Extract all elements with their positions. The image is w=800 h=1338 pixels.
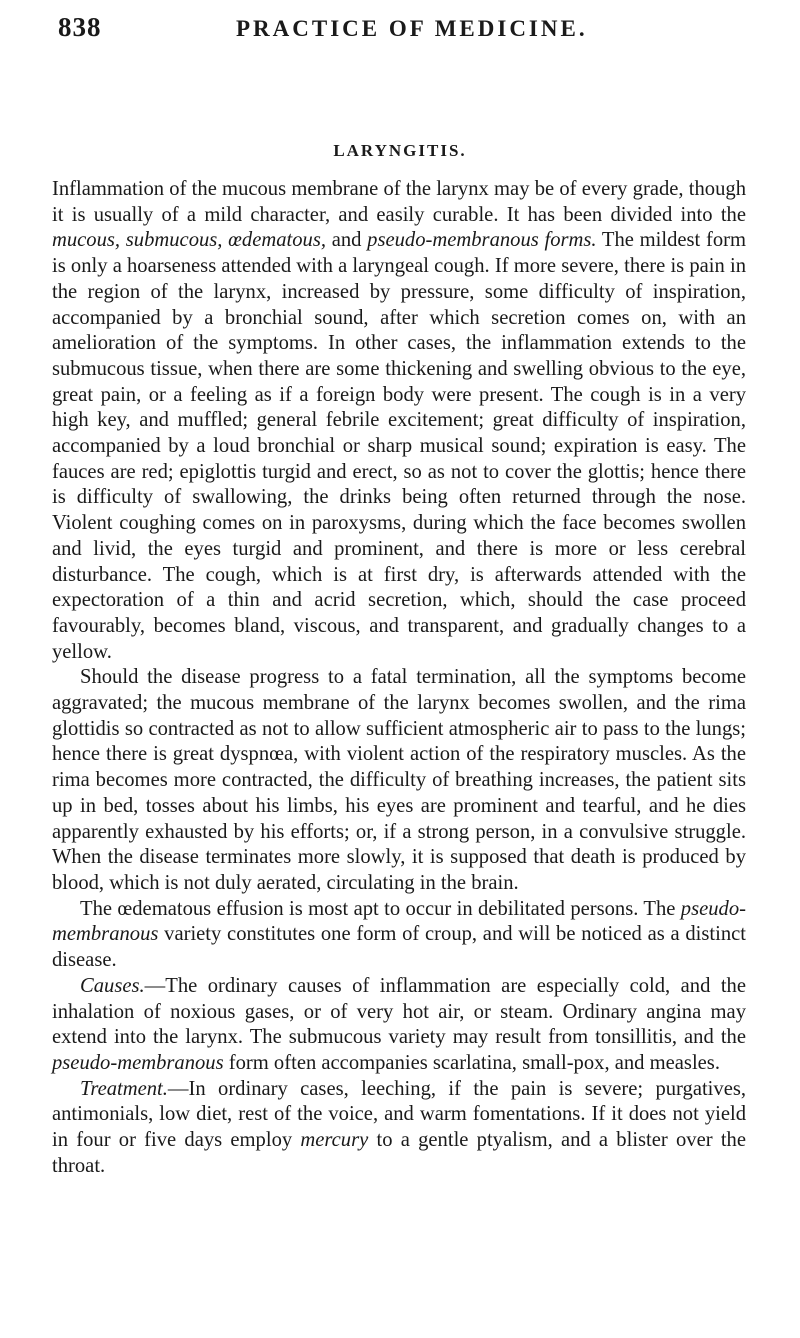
italic-run: mercury xyxy=(300,1129,369,1152)
italic-run: Treatment. xyxy=(80,1077,168,1100)
italic-run: Causes. xyxy=(80,974,145,997)
text-run: and xyxy=(326,229,368,252)
paragraph-treatment xyxy=(52,1077,746,1180)
text-run: form often accompanies scarlatina, small-pox, and measles. xyxy=(223,1051,720,1074)
italic-run: mucous, submucous, œdematous, xyxy=(52,229,326,252)
page-header xyxy=(58,12,758,52)
italic-run: pseudo-membranous xyxy=(52,897,746,946)
text-run: The mildest form is only a hoarseness attended with a laryngeal cough. If more severe, there is pain in the region of the larynx, increased by pressure, some difficulty of inspiration, accompanied by a bronchial sound, after which secretion comes on, with an amelioration of the symptoms. In other cases, the inflammation extends to the submucous tissue, when there are some thickening and swelling obvious to the eye, great pain, or a feeling as if a foreign body were present. The cough is in a very high key, and muffled; general febrile excitement; great difficulty of inspiration, accompanied by a loud bronchial or sharp musical sound; expiration is easy. The fauces are red; epiglottis turgid and erect, so as not to cover the glottis; hence there is difficulty of swallowing, the drinks being often returned through the nose. Violent coughing comes on in paroxysms, during which the face becomes swollen and livid, the eyes turgid and prominent, and there is more or less cerebral disturbance. The cough, which is at first dry, is afterwards attended with the expectoration of a thin and acrid secretion, which, should the case proceed favourably, becomes bland, viscous, and transparent, and gradually changes to a yellow. xyxy=(52,229,747,663)
text-run: —In ordinary cases, leeching, if the pain is severe; purgatives, antimonials, low diet, rest of the voice, and warm fomentations. If it does not yield in four or five days employ xyxy=(52,1077,746,1152)
text-run: Should the disease progress to a fatal termination, all the symptoms become aggravated; the mucous membrane of the larynx becomes swollen, and the rima glottidis so contracted as not to allow sufficient atmospheric air to pass to the lungs; hence there is great dyspnœa, with violent action of the respiratory muscles. As the rima becomes more contracted, the difficulty of breathing increases, the patient sits up in bed, tosses about his limbs, his eyes are prominent and tearful, and he dies apparently exhausted by his efforts; or, if a strong person, in a convulsive struggle. When the disease terminates more slowly, it is supposed that death is produced by blood, which is not duly aerated, circulating in the brain. xyxy=(52,666,746,894)
text-run: to a gentle ptyalism, and a blister over the throat. xyxy=(52,1129,746,1177)
text-run: Inflammation of the mucous membrane of the larynx may be of every grade, though it is usually of a mild character, and easily curable. It has been divided into the xyxy=(52,178,746,226)
text-run: The œdematous effusion is most apt to occur in debilitated persons. The xyxy=(80,897,681,920)
paragraph-fatal-termination xyxy=(52,665,746,896)
paragraph-causes xyxy=(52,974,746,1077)
paragraph-oedematous xyxy=(52,897,746,974)
text-run: variety constitutes one form of croup, and will be noticed as a distinct disease. xyxy=(52,923,746,972)
paragraph-intro xyxy=(52,177,746,665)
page-number: 838 xyxy=(58,12,102,42)
body-text xyxy=(52,177,746,1179)
italic-run: pseudo-membranous forms. xyxy=(367,229,597,252)
text-run: —The ordinary causes of inflammation are especially cold, and the inhalation of noxious gases, or of very hot air, or steam. Ordinary angina may extend into the larynx. The submucous variety may result from tonsillitis, and the xyxy=(52,974,746,1049)
section-title: LARYNGITIS. xyxy=(333,141,467,160)
italic-run: pseudo-membranous xyxy=(52,1051,224,1074)
running-head: PRACTICE OF MEDICINE. xyxy=(236,16,588,41)
